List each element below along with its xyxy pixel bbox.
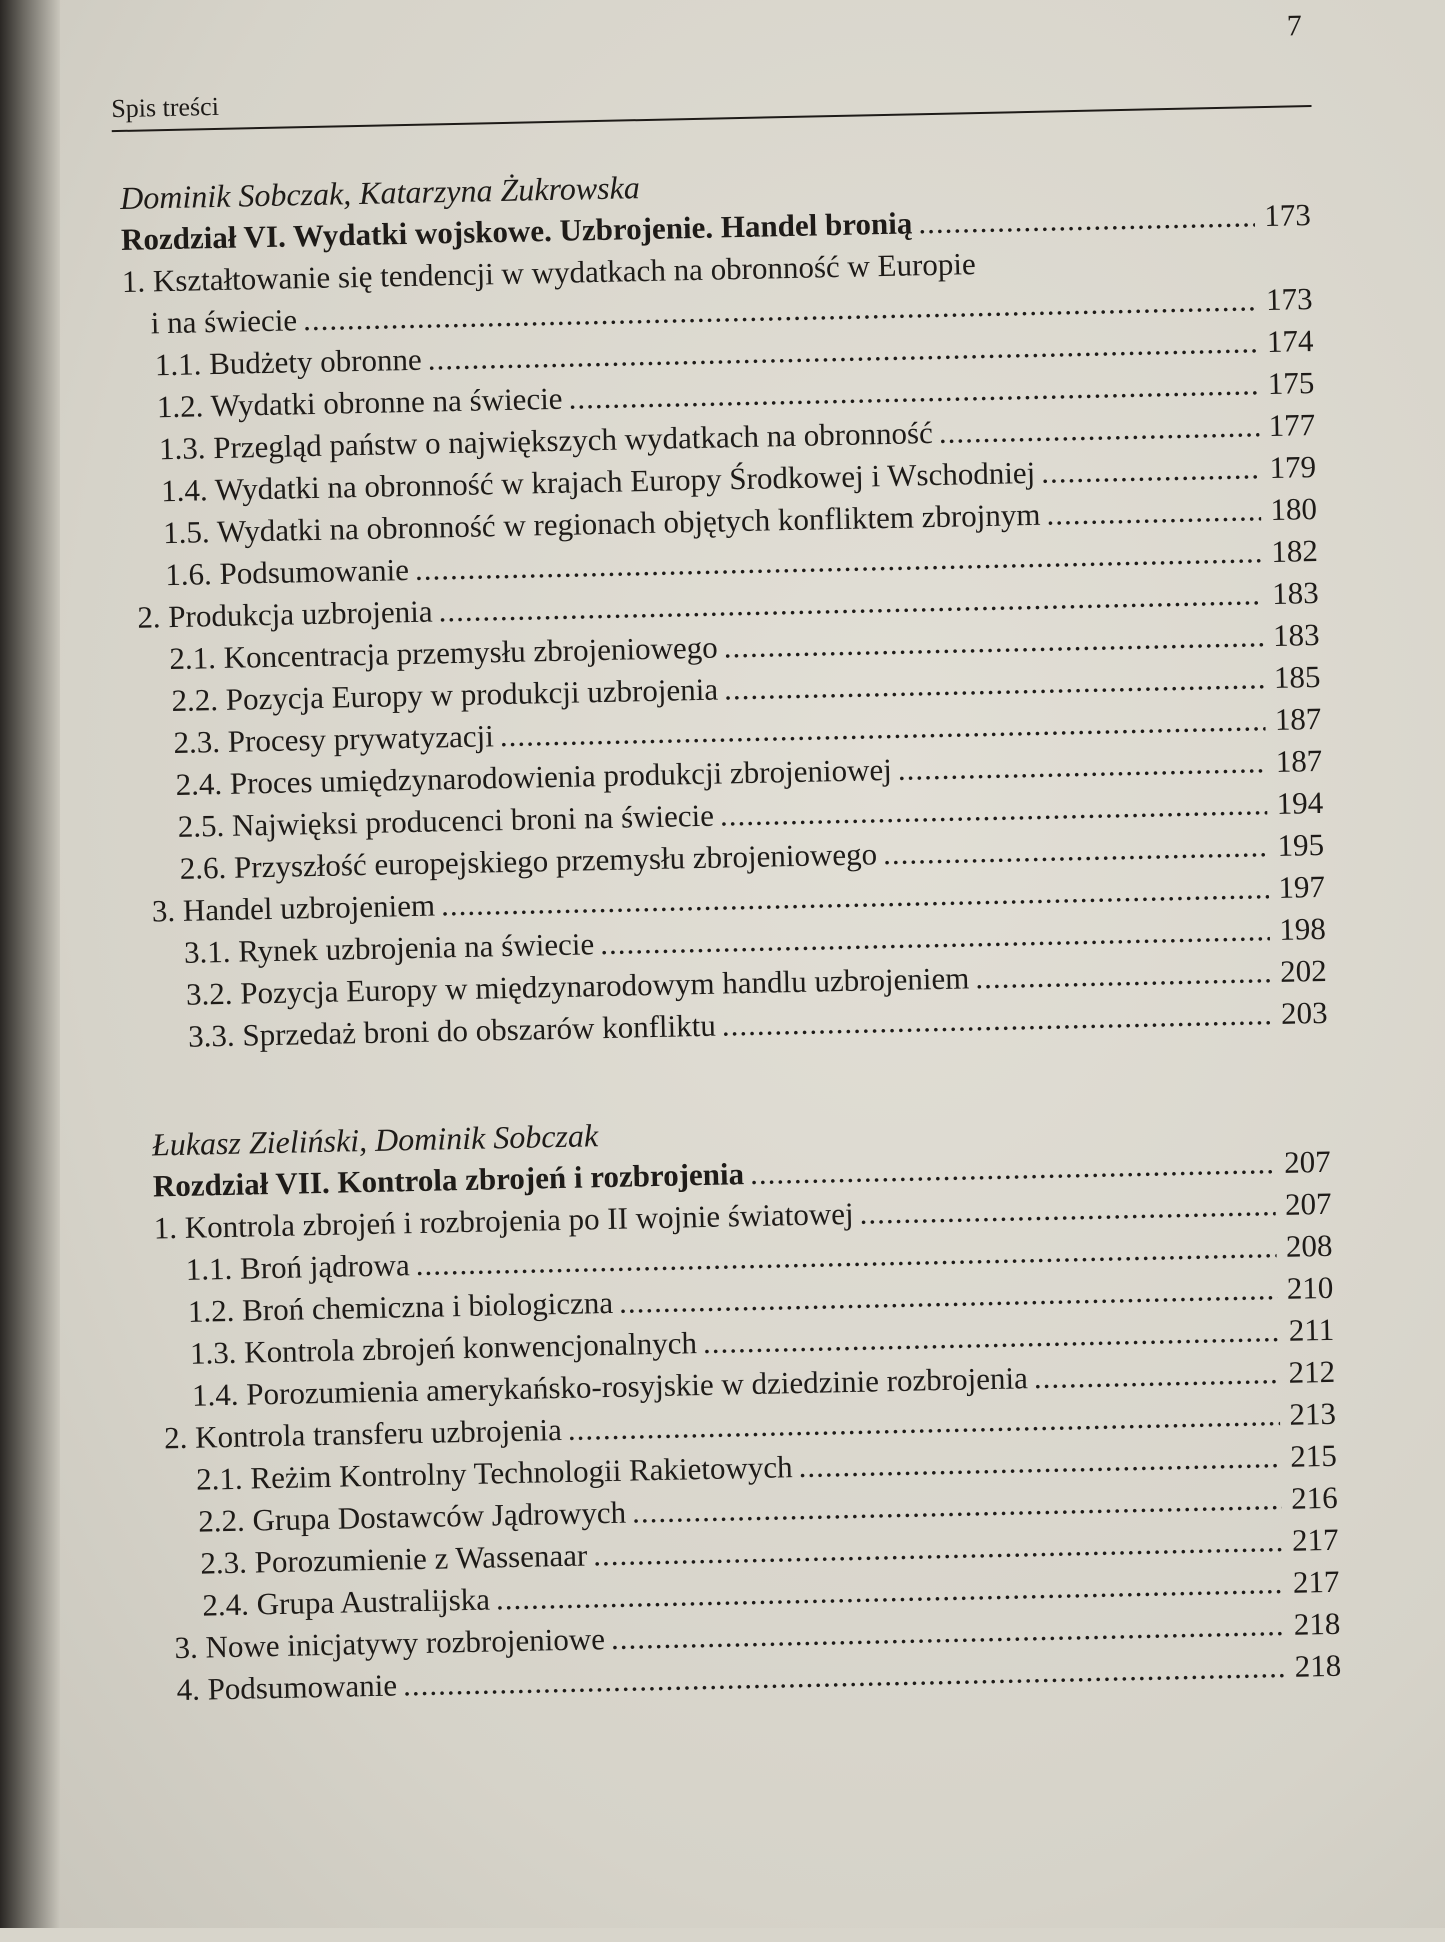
entry-title: 1.2. Broń chemiczna i biologiczna	[187, 1284, 614, 1329]
entry-page: 173	[1265, 281, 1313, 318]
entry-page: 207	[1283, 1143, 1331, 1180]
entry-page: 187	[1274, 700, 1322, 737]
entry-title: 3.2. Pozycja Europy w międzynarodowym handlu uzbrojeniem	[185, 960, 970, 1012]
entry-page: 198	[1278, 910, 1327, 947]
entry-title: 1.4. Porozumienia amerykańsko-rosyjskie w dziedzinie rozbrojenia	[191, 1360, 1029, 1413]
entry-title: 2.1. Reżim Kontrolny Technologii Rakietowych	[195, 1449, 793, 1497]
entry-title: 2.5. Najwięksi producenci broni na świecie	[177, 797, 715, 844]
running-header: Spis treści	[110, 91, 220, 124]
entry-title: 2.2. Grupa Dostawców Jądrowych	[197, 1494, 627, 1539]
entry-page: 218	[1294, 1647, 1342, 1684]
entry-title: 1.5. Wydatki na obronność w regionach objętych konfliktem zbrojnym	[162, 496, 1041, 551]
entry-page: 182	[1270, 532, 1319, 569]
entry-page: 173	[1263, 197, 1312, 234]
entry-title: Rozdział VII. Kontrola zbrojeń i rozbrojenia	[152, 1156, 745, 1204]
entry-title: 1.3. Kontrola zbrojeń konwencjonalnych	[189, 1325, 698, 1371]
leader-dots	[918, 195, 1255, 244]
entry-page: 194	[1276, 784, 1324, 821]
leader-dots	[975, 951, 1271, 999]
entry-page: 217	[1292, 1563, 1340, 1600]
entry-title: 2. Produkcja uzbrojenia	[136, 593, 433, 635]
entry-title: 3.3. Sprzedaż broni do obszarów konfliktu	[187, 1007, 717, 1054]
entry-title: 2. Kontrola transferu uzbrojenia	[163, 1412, 563, 1456]
entry-title: 1. Kontrola zbrojeń i rozbrojenia po II wojnie światowej	[153, 1195, 854, 1246]
entry-title: 1.3. Przegląd państw o największych wydatkach na obronność	[158, 415, 934, 467]
entry-page: 215	[1289, 1437, 1338, 1474]
chapter-authors: Dominik Sobczak, Katarzyna Żukrowska	[119, 169, 641, 216]
entry-title: 2.4. Grupa Australijska	[202, 1581, 491, 1623]
entry-page: 210	[1286, 1269, 1334, 1306]
entry-page: 202	[1279, 952, 1327, 989]
entry-title: 2.3. Procesy prywatyzacji	[173, 718, 495, 760]
entry-title: 2.4. Proces umiędzynarodowienia produkcji zbrojeniowej	[175, 751, 893, 802]
header-rule	[112, 105, 1312, 132]
entry-title: 2.3. Porozumienie z Wassenaar	[200, 1537, 588, 1581]
entry-page: 175	[1267, 365, 1315, 401]
entry-title: Rozdział VI. Wydatki wojskowe. Uzbrojenie. Handel bronią	[120, 205, 913, 257]
entry-page: 180	[1270, 490, 1318, 527]
entry-title: 3. Nowe inicjatywy rozbrojeniowe	[174, 1621, 606, 1666]
entry-title: 3.1. Rynek uzbrojenia na świecie	[183, 926, 595, 970]
entry-title: 2.2. Pozycja Europy w produkcji uzbrojenia	[171, 671, 719, 719]
table-of-contents	[120, 152, 1342, 1712]
entry-title: 1.2. Wydatki obronne na świecie	[156, 380, 563, 425]
entry-page: 218	[1293, 1605, 1341, 1642]
chapter-authors: Łukasz Zieliński, Dominik Sobczak	[151, 1117, 599, 1163]
entry-page: 213	[1289, 1395, 1337, 1432]
entry-page: 195	[1277, 826, 1325, 863]
entry-title: 1.1. Broń jądrowa	[185, 1247, 410, 1287]
entry-page: 217	[1291, 1521, 1339, 1558]
leader-dots	[1033, 1352, 1279, 1399]
leader-dots	[938, 405, 1259, 454]
entry-title: 1.6. Podsumowanie	[164, 552, 410, 593]
entry-title: 1.4. Wydatki na obronność w krajach Europy Środkowej i Wschodniej	[160, 454, 1036, 509]
entry-title: 1.1. Budżety obronne	[154, 341, 423, 383]
entry-page: 216	[1290, 1479, 1339, 1516]
entry-page: 179	[1269, 449, 1317, 485]
entry-title: 3. Handel uzbrojeniem	[151, 887, 436, 929]
entry-page: 211	[1288, 1311, 1335, 1348]
entry-title: 2.1. Koncentracja przemysłu zbrojeniowego	[169, 629, 718, 677]
entry-page: 212	[1288, 1353, 1336, 1390]
entry-page: 177	[1268, 407, 1316, 443]
page-number: 7	[1286, 9, 1303, 43]
entry-page: 197	[1277, 868, 1326, 905]
toc-entry-first-line: 1. Kształtowanie się tendencji w wydatkach na obronność w Europie	[121, 246, 977, 299]
entry-page: 208	[1285, 1227, 1333, 1264]
entry-page: 183	[1271, 574, 1320, 611]
entry-title: 2.6. Przyszłość europejskiego przemysłu zbrojeniowego	[179, 836, 878, 886]
entry-title: i na świecie	[150, 302, 298, 341]
entry-page: 185	[1273, 658, 1321, 695]
entry-page: 183	[1272, 616, 1320, 653]
leader-dots	[1046, 489, 1261, 535]
entry-page: 187	[1275, 742, 1323, 779]
leader-dots	[1041, 447, 1261, 494]
entry-page: 203	[1280, 994, 1328, 1031]
entry-page: 174	[1266, 323, 1314, 360]
entry-title: 4. Podsumowanie	[176, 1667, 398, 1708]
entry-page: 207	[1284, 1185, 1332, 1222]
